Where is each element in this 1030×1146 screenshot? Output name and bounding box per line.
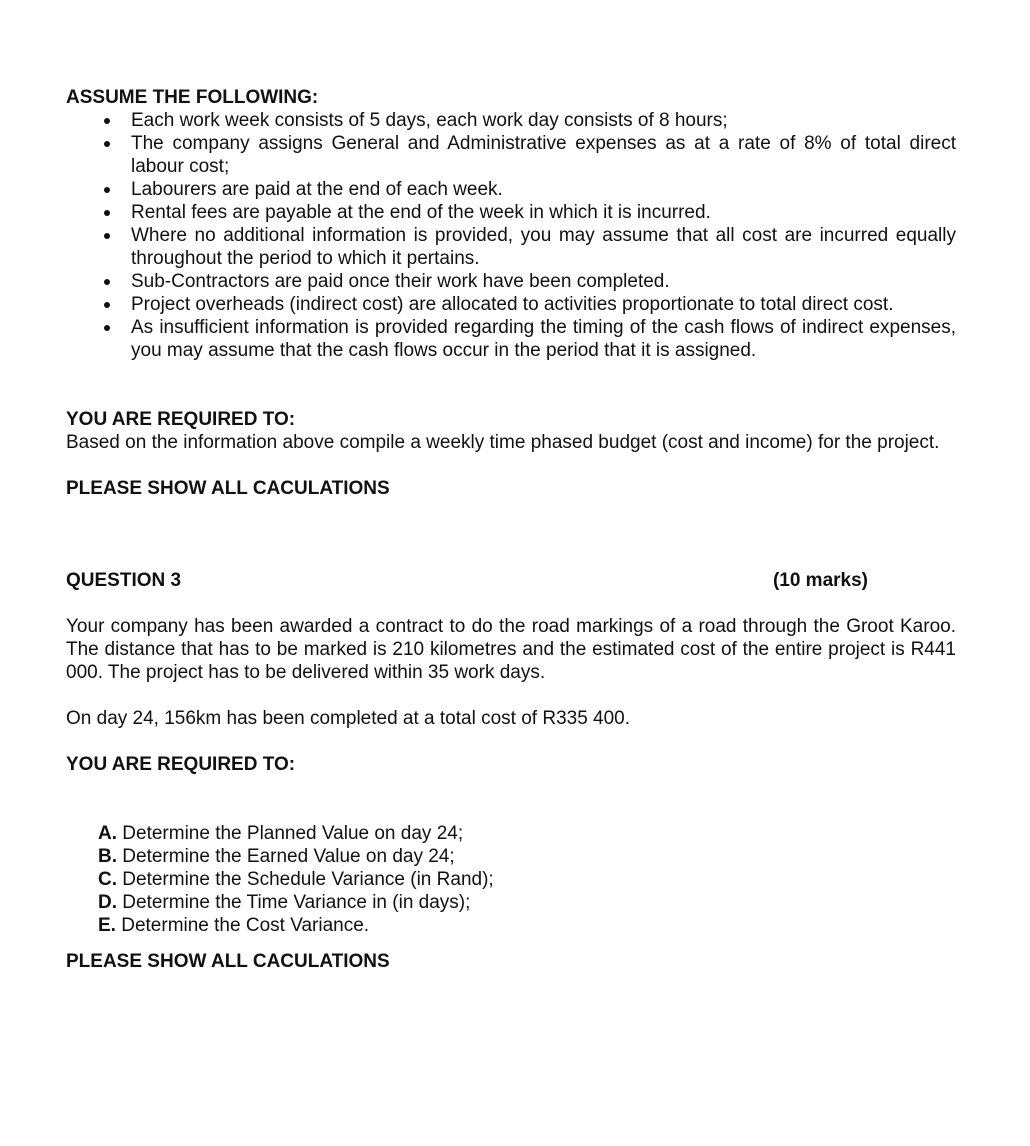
list-item: B. Determine the Earned Value on day 24; xyxy=(98,846,455,867)
list-item: Labourers are paid at the end of each week. xyxy=(66,178,956,201)
list-item: The company assigns General and Administrative expenses as at a rate of 8% of total direct labour cost; xyxy=(66,132,956,178)
question-header xyxy=(66,569,868,592)
list-item: Sub-Contractors are paid once their work have been completed. xyxy=(66,270,956,293)
bullet-icon xyxy=(104,325,110,331)
document-page xyxy=(66,86,956,973)
list-item: Rental fees are payable at the end of the week in which it is incurred. xyxy=(66,201,956,224)
progress-paragraph: On day 24, 156km has been completed at a total cost of R335 400. xyxy=(66,708,631,729)
bullet-icon xyxy=(104,302,110,308)
list-item: Each work week consists of 5 days, each work day consists of 8 hours; xyxy=(66,109,956,132)
question-paragraph: Your company has been awarded a contract to do the road markings of a road through the Groot Karoo. The distance that has to be marked is 210 kilometres and the estimated cost of the entire project is R441 000. The project has to be delivered within 35 work days. xyxy=(66,616,956,683)
bullet-icon xyxy=(104,233,110,239)
bullet-icon xyxy=(104,210,110,216)
list-item: D. Determine the Time Variance in (in days); xyxy=(98,892,471,913)
question-title: QUESTION 3 xyxy=(66,570,182,591)
required-text: Based on the information above compile a weekly time phased budget (cost and income) for the project. xyxy=(66,432,940,453)
task-list xyxy=(66,822,956,937)
list-item: C. Determine the Schedule Variance (in Rand); xyxy=(98,869,494,890)
show-calculations-note: PLEASE SHOW ALL CACULATIONS xyxy=(66,478,390,499)
assume-heading: ASSUME THE FOLLOWING: xyxy=(66,87,319,108)
question-marks: (10 marks) xyxy=(772,570,868,591)
bullet-icon xyxy=(104,118,110,124)
bullet-icon xyxy=(104,279,110,285)
bullet-icon xyxy=(104,141,110,147)
list-item: Where no additional information is provided, you may assume that all cost are incurred equally throughout the period to which it pertains. xyxy=(66,224,956,270)
assumption-list xyxy=(66,109,956,362)
list-item: Project overheads (indirect cost) are allocated to activities proportionate to total direct cost. xyxy=(66,293,956,316)
list-item: E. Determine the Cost Variance. xyxy=(98,915,370,936)
list-item: A. Determine the Planned Value on day 24; xyxy=(98,823,464,844)
question-required-heading: YOU ARE REQUIRED TO: xyxy=(66,754,296,775)
list-item: As insufficient information is provided regarding the timing of the cash flows of indirect expenses, you may assume that the cash flows occur in the period that it is assigned. xyxy=(66,316,956,362)
required-heading: YOU ARE REQUIRED TO: xyxy=(66,409,296,430)
bullet-icon xyxy=(104,187,110,193)
question-show-calculations-note: PLEASE SHOW ALL CACULATIONS xyxy=(66,951,390,972)
